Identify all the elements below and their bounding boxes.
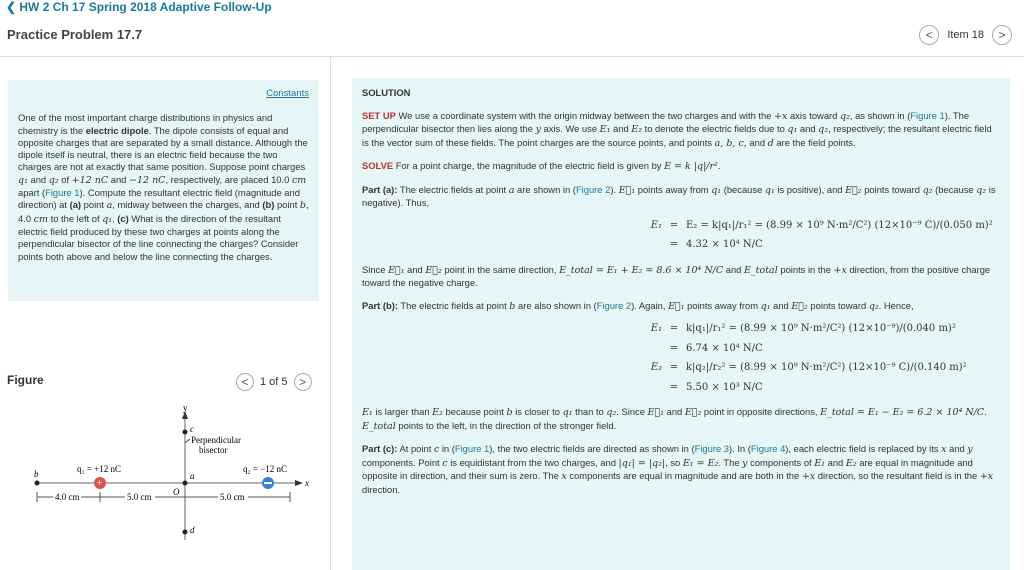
math-expression: b bbox=[299, 200, 306, 212]
math-expression: a bbox=[508, 184, 515, 196]
text-run: For a point charge, the magnitude of the electric field is given by bbox=[393, 160, 665, 171]
item-nav bbox=[919, 25, 1012, 45]
page-title: Practice Problem 17.7 bbox=[7, 27, 143, 42]
figure-link[interactable]: Figure 2 bbox=[575, 183, 611, 195]
text-run: components of bbox=[747, 456, 815, 468]
math-expression: +x bbox=[833, 264, 847, 276]
text-run: and bbox=[610, 123, 632, 134]
equation-rhs: 4.32 × 10⁴ N/C bbox=[686, 239, 763, 250]
next-figure-button[interactable]: > bbox=[294, 373, 312, 391]
text-run: . bbox=[112, 212, 118, 224]
text-run: ). In ( bbox=[729, 443, 751, 454]
math-expression: E⃗₁ bbox=[388, 264, 405, 276]
equation-lhs bbox=[512, 239, 662, 252]
text-run: At point bbox=[397, 443, 434, 454]
text-run: and bbox=[664, 406, 685, 417]
back-link[interactable] bbox=[6, 0, 272, 14]
text-run: are the field points. bbox=[773, 136, 856, 148]
part-c-paragraph bbox=[362, 443, 1000, 496]
math-expression: cm bbox=[291, 174, 307, 186]
text-run: . The dipole consists of equal and opposite charges that are separated by a small distance. Although the dipole itself is neutral, there is an electric field because the two charges are not at exactly that same position. Suppose point charges bbox=[18, 124, 308, 173]
part-b-result bbox=[362, 406, 1000, 433]
math-expression: +x bbox=[774, 110, 788, 122]
label-d: d bbox=[190, 525, 195, 535]
point-b bbox=[35, 481, 40, 486]
text-run: ), the two electric fields are directed as shown in ( bbox=[489, 443, 695, 454]
math-expression: q₂ bbox=[922, 184, 933, 196]
constants-link[interactable]: Constants bbox=[266, 88, 309, 99]
math-expression: q₁ bbox=[711, 184, 722, 196]
equation-rhs: 5.50 × 10³ N/C bbox=[686, 381, 763, 393]
math-expression: q₁ bbox=[760, 300, 771, 312]
text-run: points in the bbox=[777, 263, 834, 275]
math-expression: +x bbox=[979, 471, 994, 482]
chevron-left-icon: ❮ bbox=[6, 0, 20, 14]
text-run: direction, from the positive charge toward the negative charge. bbox=[362, 263, 991, 288]
dim-4cm: 4.0 cm bbox=[55, 492, 80, 502]
solution-heading: SOLUTION bbox=[362, 87, 411, 98]
math-expression: x bbox=[941, 444, 947, 455]
text-run: , midway between the charges, and bbox=[112, 199, 263, 211]
solution-panel bbox=[352, 78, 1010, 570]
figure-page: 1 of 5 bbox=[260, 376, 288, 388]
text-run: One of the most important charge distributions in physics and chemistry is the bbox=[18, 112, 273, 136]
text-run: , respectively, are placed 10.0 bbox=[165, 173, 292, 185]
math-expression: b bbox=[506, 407, 513, 418]
text-run: and bbox=[797, 123, 819, 134]
text-run: , so bbox=[665, 456, 683, 468]
math-expression: E₁ bbox=[362, 407, 373, 418]
math-expression: q₂ bbox=[48, 174, 59, 186]
math-expression: E_total = E₁ − E₂ = 6.2 × 10⁴ N/C bbox=[820, 407, 985, 418]
text-run: . Hence, bbox=[878, 299, 914, 311]
math-expression: E⃗₂ bbox=[684, 407, 702, 418]
text-run: are shown in ( bbox=[514, 183, 576, 195]
q2-label: q₂ = −12 nC bbox=[243, 464, 288, 474]
text-run: and bbox=[723, 263, 744, 275]
text-run: components are equal in magnitude and are both in the bbox=[566, 470, 802, 481]
math-expression: d bbox=[767, 137, 774, 149]
bold-text: electric dipole bbox=[85, 124, 149, 136]
text-run: . The bbox=[718, 456, 743, 468]
divider bbox=[0, 56, 1024, 57]
problem-text bbox=[18, 112, 309, 263]
text-run: points toward bbox=[861, 183, 923, 195]
label-origin: O bbox=[173, 487, 180, 497]
x-label: x bbox=[305, 478, 309, 488]
part-b-paragraph bbox=[362, 300, 1000, 314]
point-a bbox=[183, 481, 188, 486]
math-expression: q₁ bbox=[787, 124, 798, 135]
text-run: and bbox=[770, 299, 792, 311]
problem-panel bbox=[8, 80, 319, 301]
text-run: apart ( bbox=[18, 187, 46, 199]
bisector-label: Perpendicular bbox=[191, 435, 241, 445]
equation-rhs: E₂ = k|q₁|/r₁² = (8.99 × 10⁹ N·m²/C²) (12×10⁻⁹ C)/(0.050 m)² bbox=[686, 219, 993, 231]
bold-text: (c) bbox=[117, 212, 129, 224]
text-run: points away from bbox=[635, 183, 712, 195]
minus-icon bbox=[264, 482, 272, 484]
divider bbox=[330, 57, 331, 570]
equation-b bbox=[512, 323, 1000, 394]
math-expression: E₂ bbox=[631, 124, 643, 135]
equals-sign: = bbox=[669, 362, 679, 373]
math-expression: E₂ bbox=[432, 407, 443, 418]
math-expression: q₂ bbox=[606, 407, 617, 418]
math-expression: E⃗₂ bbox=[425, 264, 442, 276]
text-run: ). bbox=[610, 183, 619, 195]
text-run: is larger than bbox=[372, 406, 433, 417]
text-run: , as shown in ( bbox=[849, 109, 911, 121]
text-run: The electric fields at point bbox=[397, 299, 510, 311]
dim-5cm-right: 5.0 cm bbox=[220, 492, 245, 502]
text-run: point bbox=[81, 199, 107, 211]
equals-sign: = bbox=[669, 239, 679, 250]
math-expression: b bbox=[509, 300, 516, 312]
text-run: (because bbox=[721, 183, 765, 195]
text-run: axis toward bbox=[787, 109, 840, 121]
text-run: . bbox=[717, 160, 721, 171]
text-run: , respectively; the resultant electric field is the vector sum of these fields. The point charges are the source points, and points bbox=[362, 123, 992, 148]
text-run: is equidistant from the two charges, and bbox=[447, 456, 619, 468]
equation-a bbox=[512, 220, 1000, 252]
text-run: point in the same direction, bbox=[441, 263, 560, 275]
y-label: y bbox=[183, 405, 188, 413]
math-expression: E⃗₁ bbox=[618, 184, 636, 196]
math-expression: y bbox=[535, 124, 541, 135]
text-run: points to the left, in the direction of the stronger field. bbox=[395, 419, 617, 431]
text-run: Since bbox=[362, 263, 389, 275]
prev-item-button[interactable]: < bbox=[919, 25, 939, 45]
prev-figure-button[interactable]: < bbox=[236, 373, 254, 391]
math-expression: E₁ = E₂ bbox=[682, 457, 719, 469]
math-expression: −12 nC bbox=[129, 174, 166, 186]
math-expression: E_total = E₁ + E₂ = 8.6 × 10⁴ N/C bbox=[559, 264, 724, 276]
text-run: is positive), and bbox=[774, 183, 846, 195]
back-link-label: HW 2 Ch 17 Spring 2018 Adaptive Follow-Up bbox=[19, 0, 272, 14]
text-run: points away from bbox=[684, 299, 761, 311]
math-expression: q₂ bbox=[868, 300, 879, 312]
text-run: is closer to bbox=[512, 406, 563, 417]
bisector-label-2: bisector bbox=[199, 445, 228, 455]
text-run: and bbox=[404, 263, 426, 275]
text-run: axis. We use bbox=[540, 123, 600, 134]
figure-link[interactable]: Figure 2 bbox=[596, 299, 632, 311]
x-arrow-icon bbox=[295, 480, 303, 486]
equation-lhs: E₁ bbox=[650, 323, 662, 334]
text-run: The electric fields at point bbox=[397, 183, 509, 195]
setup-paragraph bbox=[362, 110, 1000, 151]
equation-rhs: 6.74 × 10⁴ N/C bbox=[686, 342, 763, 354]
figure-link[interactable]: Figure 1 bbox=[454, 443, 490, 454]
text-run: ). The perpendicular bisector then lies along the bbox=[362, 109, 970, 134]
math-expression: cm bbox=[33, 213, 48, 225]
text-run: ). Again, bbox=[631, 299, 669, 311]
plus-icon: + bbox=[96, 478, 103, 489]
math-expression: q₁ bbox=[102, 213, 113, 225]
text-run: components. Point bbox=[362, 456, 443, 468]
text-run: ), each electric field is replaced by its bbox=[785, 443, 942, 454]
text-run: points toward bbox=[807, 299, 869, 311]
math-expression: q₂ bbox=[976, 184, 987, 196]
text-run: and bbox=[825, 456, 846, 468]
equation-lhs: E₂ bbox=[650, 362, 662, 373]
math-expression: E_total bbox=[362, 420, 396, 432]
bold-text: (b) bbox=[262, 199, 275, 211]
text-run: (because bbox=[932, 183, 977, 195]
text-run: and bbox=[746, 136, 768, 148]
figure-link[interactable]: Figure 1 bbox=[45, 187, 80, 199]
math-expression: q₁ bbox=[18, 174, 28, 186]
equation-lhs bbox=[512, 343, 662, 356]
bold-text: Part (b): bbox=[362, 299, 398, 311]
label-a: a bbox=[190, 471, 195, 481]
item-label: Item 18 bbox=[947, 29, 984, 41]
math-expression: x bbox=[561, 471, 567, 482]
math-expression: E₁ bbox=[599, 124, 611, 135]
text-run: , 4.0 bbox=[18, 199, 309, 224]
math-expression: a bbox=[106, 200, 113, 212]
math-expression: +x bbox=[801, 471, 816, 482]
text-run: . bbox=[984, 406, 987, 417]
text-run: and bbox=[946, 443, 968, 454]
math-expression: q₂ bbox=[839, 110, 850, 122]
section-label: SET UP bbox=[362, 109, 396, 121]
text-run: point bbox=[274, 199, 300, 211]
math-expression: a, b, c, bbox=[714, 137, 747, 149]
point-d bbox=[183, 530, 188, 535]
dim-5cm-left: 5.0 cm bbox=[127, 492, 152, 502]
math-expression: E⃗₂ bbox=[791, 300, 808, 312]
text-run: We use a coordinate system with the origin midway between the two charges and with the bbox=[395, 109, 775, 121]
text-run: because point bbox=[442, 406, 507, 417]
text-run: are equal in magnitude and opposite in direction, and their sum is zero. The bbox=[362, 456, 973, 481]
bold-text: (a) bbox=[69, 199, 82, 211]
figure-link[interactable]: Figure 4 bbox=[750, 443, 786, 454]
q1-label: q₁ = +12 nC bbox=[77, 464, 122, 474]
math-expression: q₁ bbox=[562, 407, 573, 418]
math-expression: y bbox=[742, 457, 748, 469]
math-expression: q₂ bbox=[818, 124, 829, 135]
bold-text: Part (a): bbox=[362, 183, 398, 195]
math-expression: E = k |q|/r² bbox=[664, 161, 718, 172]
label-b: b bbox=[34, 469, 39, 479]
equation-lhs: E₁ bbox=[650, 219, 662, 231]
label-c: c bbox=[190, 424, 194, 434]
text-run: point in opposite directions, bbox=[701, 406, 821, 417]
part-a-paragraph bbox=[362, 184, 1000, 210]
figure-pager bbox=[236, 373, 312, 391]
section-label: SOLVE bbox=[362, 160, 394, 171]
math-expression: c bbox=[433, 444, 440, 455]
math-expression: E₂ bbox=[845, 457, 857, 469]
figure-link[interactable]: Figure 1 bbox=[910, 109, 945, 121]
bold-text: Part (c): bbox=[362, 443, 398, 454]
next-item-button[interactable]: > bbox=[992, 25, 1012, 45]
solve-paragraph bbox=[362, 160, 1000, 174]
text-run: is negative). Thus, bbox=[362, 183, 996, 208]
text-run: . Since bbox=[616, 406, 648, 417]
text-run: What is the direction of the resultant electric field produced by these two charges at points along the perpendicular bisector of the line connecting the charges? Consider points both above and below the line connecting the charges. bbox=[18, 212, 299, 262]
math-expression: E⃗₁ bbox=[647, 407, 664, 418]
text-run: are also shown in ( bbox=[515, 299, 597, 311]
text-run: direction, so the resultant field is in the bbox=[815, 470, 980, 481]
math-expression: |q₁| = |q₂| bbox=[618, 457, 666, 469]
equation-rhs: k|q₁|/r₁² = (8.99 × 10⁹ N·m²/C²) (12×10⁻⁹)/(0.040 m)² bbox=[686, 323, 956, 334]
math-expression: E₁ bbox=[814, 457, 825, 469]
point-c bbox=[183, 430, 188, 435]
figure-label: Figure bbox=[7, 373, 44, 387]
text-run: than to bbox=[572, 406, 607, 417]
text-run: and bbox=[27, 173, 49, 185]
text-run: direction. bbox=[362, 483, 401, 495]
figure-link[interactable]: Figure 3 bbox=[694, 443, 729, 454]
equals-sign: = bbox=[669, 342, 679, 354]
math-expression: y bbox=[967, 444, 973, 455]
equals-sign: = bbox=[669, 381, 679, 393]
text-run: and bbox=[108, 173, 129, 185]
equation-rhs: k|q₂|/r₂² = (8.99 × 10⁹ N·m²/C²) (12×10⁻⁹ C)/(0.140 m)² bbox=[686, 362, 967, 373]
text-run: to denote the electric fields due to bbox=[642, 123, 788, 134]
math-expression: E_total bbox=[744, 264, 778, 276]
text-run: ). Compute the resultant electric field (magnitude and direction) at bbox=[18, 187, 300, 211]
equals-sign: = bbox=[669, 219, 679, 231]
part-a-result bbox=[362, 264, 1000, 290]
equation-lhs bbox=[512, 382, 662, 395]
math-expression: E⃗₂ bbox=[845, 184, 862, 196]
dipole-figure bbox=[25, 405, 315, 540]
math-expression: E⃗₁ bbox=[668, 300, 685, 312]
math-expression: c bbox=[442, 457, 448, 469]
math-expression: q₁ bbox=[764, 184, 775, 196]
text-run: to the left of bbox=[47, 212, 103, 224]
equals-sign: = bbox=[669, 323, 679, 334]
text-run: of bbox=[58, 173, 72, 185]
math-expression: +12 nC bbox=[71, 174, 109, 186]
text-run: in ( bbox=[439, 443, 455, 454]
